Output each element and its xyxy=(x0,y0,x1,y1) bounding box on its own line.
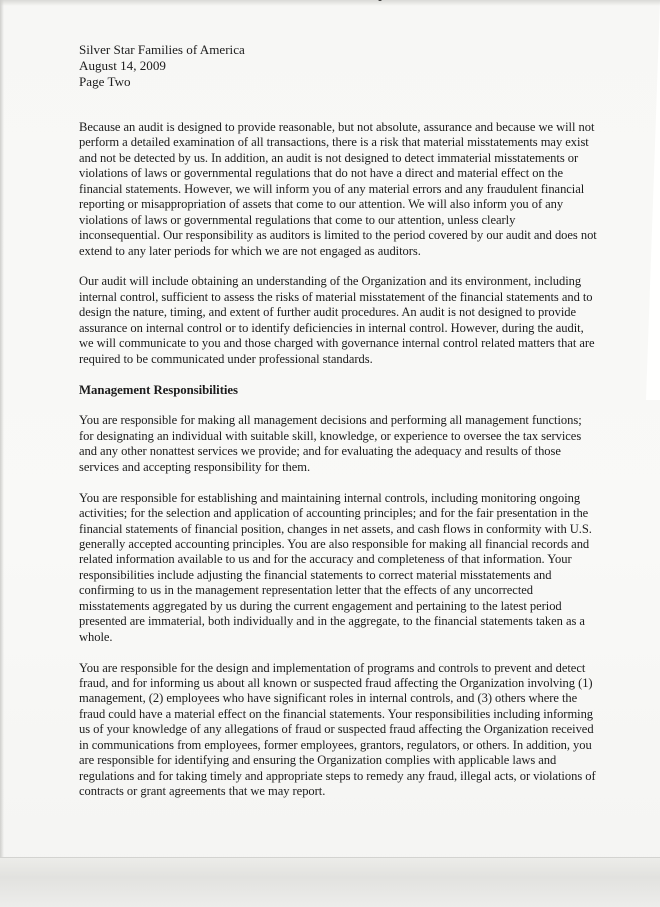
paragraph-fraud-responsibility: You are responsible for the design and implementation of programs and controls to prevent and detect fraud, and for informing us about all known or suspected fraud affecting the Organization involving (1) management, (2) employees who have significant roles in internal controls, and (3) others where the fraud could have a material effect on the financial statements. Your responsibilities including informing us of your knowledge of any allegations of fraud or suspected fraud affecting the Organization received in communications from employees, former employees, grantors, regulators, or others. In addition, you are responsible for identifying and ensuring the Organization complies with applicable laws and regulations and for taking timely and appropriate steps to remedy any fraud, illegal acts, or violations of contracts or grant agreements that we may report. xyxy=(79,660,596,799)
header-date: August 14, 2009 xyxy=(79,57,166,73)
section-heading-management-responsibilities: Management Responsibilities xyxy=(79,382,238,397)
paragraph-management-decisions: You are responsible for making all management decisions and performing all management functions; for designating an individual with suitable skill, knowledge, or experience to oversee the tax services and any other nonattest services we provide; and for evaluating the adequacy and results of those services and accepting responsibility for them. xyxy=(79,413,582,474)
header-page-number: Page Two xyxy=(79,73,131,89)
scan-top-shadow xyxy=(0,0,660,6)
paragraph-audit-limitations: Because an audit is designed to provide reasonable, but not absolute, assurance and because we will not perform a detailed examination of all transactions, there is a risk that material misstatements may exist and not be detected by us. In addition, an audit is not designed to detect immaterial misstatements or violations of laws or governmental regulations that do not have a direct and material effect on the financial statements. However, we will inform you of any material errors and any fraudulent financial reporting or misappropriation of assets that come to our attention. We will also inform you of any violations of laws or governmental regulations that come to our attention, unless clearly inconsequential. Our responsibility as auditors is limited to the period covered by our audit and does not extend to any later periods for which we are not engaged as auditors. xyxy=(79,120,597,258)
header-organization: Silver Star Families of America xyxy=(79,42,245,57)
scan-bottom-band xyxy=(0,858,660,907)
scan-page-fold xyxy=(646,0,660,400)
paragraph-internal-controls-responsibility: You are responsible for establishing and maintaining internal controls, including monitoring ongoing activities; for the selection and application of accounting principles; and for the fair presentation in the financial statements of financial position, changes in net assets, and cash flows in conformity with U.S. generally accepted accounting principles. You are also responsible for making all financial records and related information available to us and for the accuracy and completeness of that information. Your responsibilities include adjusting the financial statements to correct material misstatements and confirming to us in the management representation letter that the effects of any uncorrected misstatements aggregated by us during the current engagement and pertaining to the latest period presented are immaterial, both individually and in the aggregate, to the financial statements taken as a whole. xyxy=(79,490,592,644)
paragraph-internal-control: Our audit will include obtaining an understanding of the Organization and its environment, including internal control, sufficient to assess the risks of material misstatement of the financial statements and to design the nature, timing, and extent of further audit procedures. An audit is not designed to provide assurance on internal control or to identify deficiencies in internal control. However, during the audit, we will communicate to you and those charged with governance internal control related matters that are required to be communicated under professional standards. xyxy=(79,274,595,366)
letter-header xyxy=(79,42,245,89)
letter-body xyxy=(79,120,599,815)
scan-left-edge xyxy=(0,0,4,907)
